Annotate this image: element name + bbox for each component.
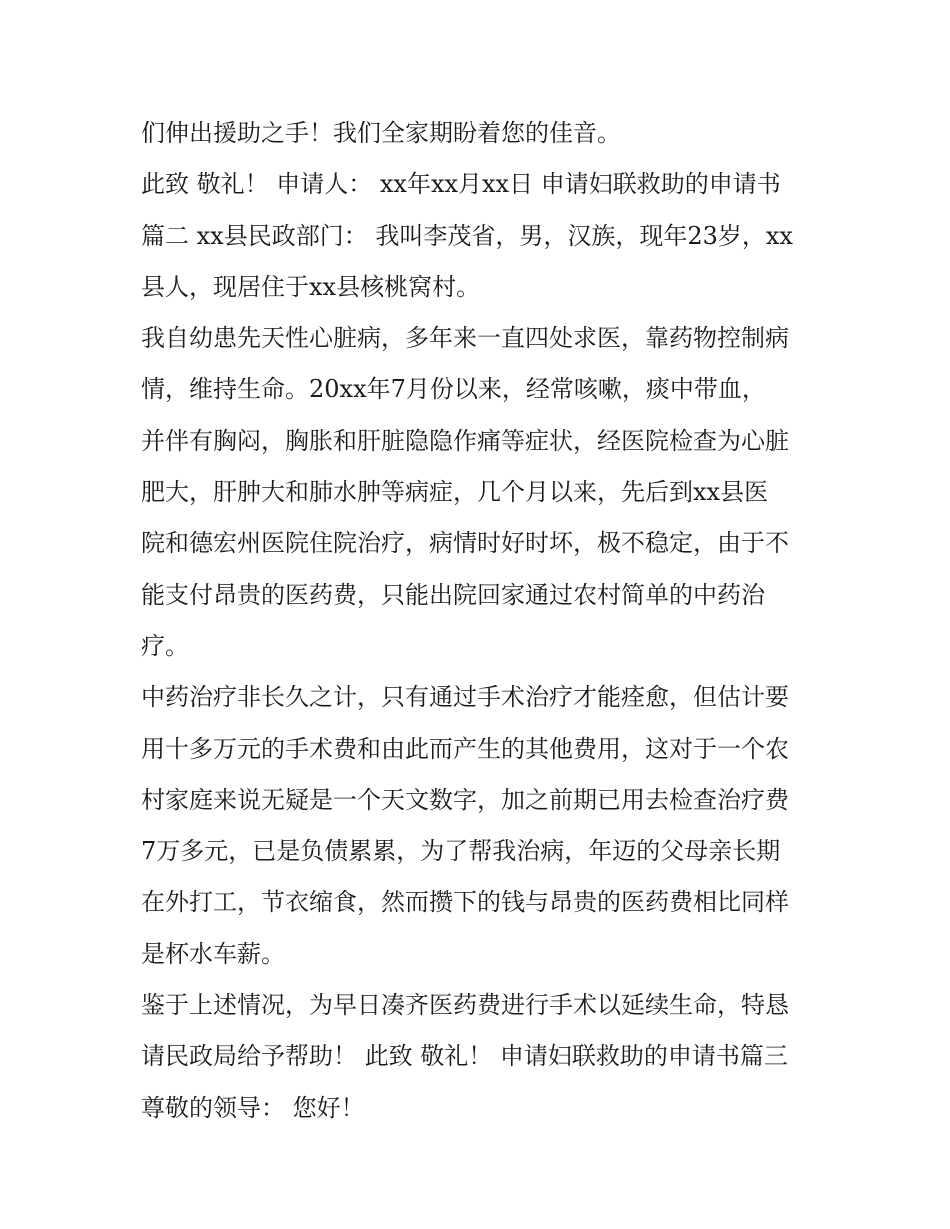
text-line: 鉴于上述情况，为早日凑齐医药费进行手术以延续生命，特恳 [141,991,789,1020]
text-line: 肥大，肝肿大和肺水肿等病症，几个月以来，先后到xx县医 [141,478,769,507]
text-line: 情，维持生命。20xx年7月份以来，经常咳嗽，痰中带血， [141,375,766,404]
text-line: 是杯水车薪。 [141,939,285,968]
text-line: 在外打工，节衣缩食，然而攒下的钱与昂贵的医药费相比同样 [141,888,789,917]
text-line: 用十多万元的手术费和由此而产生的其他费用，这对于一个农 [141,734,789,763]
document-body [141,108,821,1134]
text-line: 此致 敬礼！ 申请人： xx年xx月xx日 申请妇联救助的申请书 [141,170,781,199]
text-line: 我自幼患先天性心脏病，多年来一直四处求医，靠药物控制病 [141,324,789,353]
text-line: 7万多元，已是负债累累，为了帮我治病，年迈的父母亲长期 [141,837,781,866]
text-line: 疗。 [141,631,189,660]
text-line: 院和德宏州医院住院治疗，病情时好时坏，极不稳定，由于不 [141,529,789,558]
text-line: 县人，现居住于xx县核桃窝村。 [141,272,481,301]
text-line: 篇二 xx县民政部门： 我叫李茂省，男，汉族，现年23岁，xx [141,221,793,250]
text-line: 并伴有胸闷，胸胀和肝脏隐隐作痛等症状，经医院检查为心脏 [141,426,789,455]
text-line: 们伸出援助之手！我们全家期盼着您的佳音。 [141,119,621,147]
text-line: 村家庭来说无疑是一个天文数字，加之前期已用去检查治疗费 [141,785,789,814]
text-line: 请民政局给予帮助！ 此致 敬礼！ 申请妇联救助的申请书篇三 [141,1042,788,1071]
text-line: 能支付昂贵的医药费，只能出院回家通过农村简单的中药治 [141,580,765,609]
text-line: 尊敬的领导： 您好！ [141,1093,365,1122]
text-line: 中药治疗非长久之计，只有通过手术治疗才能痊愈，但估计要 [141,683,789,712]
